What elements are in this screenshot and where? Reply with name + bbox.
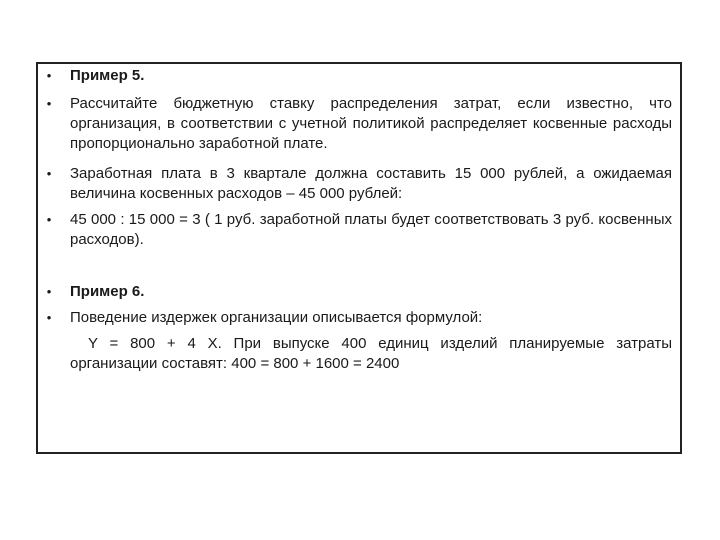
bullet-icon: • bbox=[46, 212, 52, 227]
calculation-text: 45 000 : 15 000 = 3 ( 1 руб. заработной платы будет соответствовать 3 руб. косвенных расходов). bbox=[70, 211, 672, 248]
bullet-icon: • bbox=[46, 166, 52, 181]
bullet-icon: • bbox=[46, 310, 52, 325]
example-6-heading: Пример 6. bbox=[70, 283, 145, 300]
slide-content-frame bbox=[36, 62, 682, 454]
cost-behavior-text: Поведение издержек организации описывается формулой: bbox=[70, 309, 483, 326]
bullet-icon: • bbox=[46, 284, 52, 299]
formula-text: Y = 800 + 4 X. При выпуске 400 единиц изделий планируемые затраты организации составят: 400 = 800 + 1600 = 2400 bbox=[70, 335, 672, 372]
bullet-icon: • bbox=[46, 96, 52, 111]
example-5-heading: Пример 5. bbox=[70, 67, 145, 84]
salary-statement-text: Заработная плата в 3 квартале должна составить 15 000 рублей, а ожидаемая величина косвенных расходов – 45 000 рублей: bbox=[70, 165, 672, 202]
task-statement-text: Рассчитайте бюджетную ставку распределения затрат, если известно, что организация, в соответствии с учетной политикой распределяет косвенные расходы пропорционально заработной плате. bbox=[70, 95, 672, 152]
bullet-icon: • bbox=[46, 68, 52, 83]
